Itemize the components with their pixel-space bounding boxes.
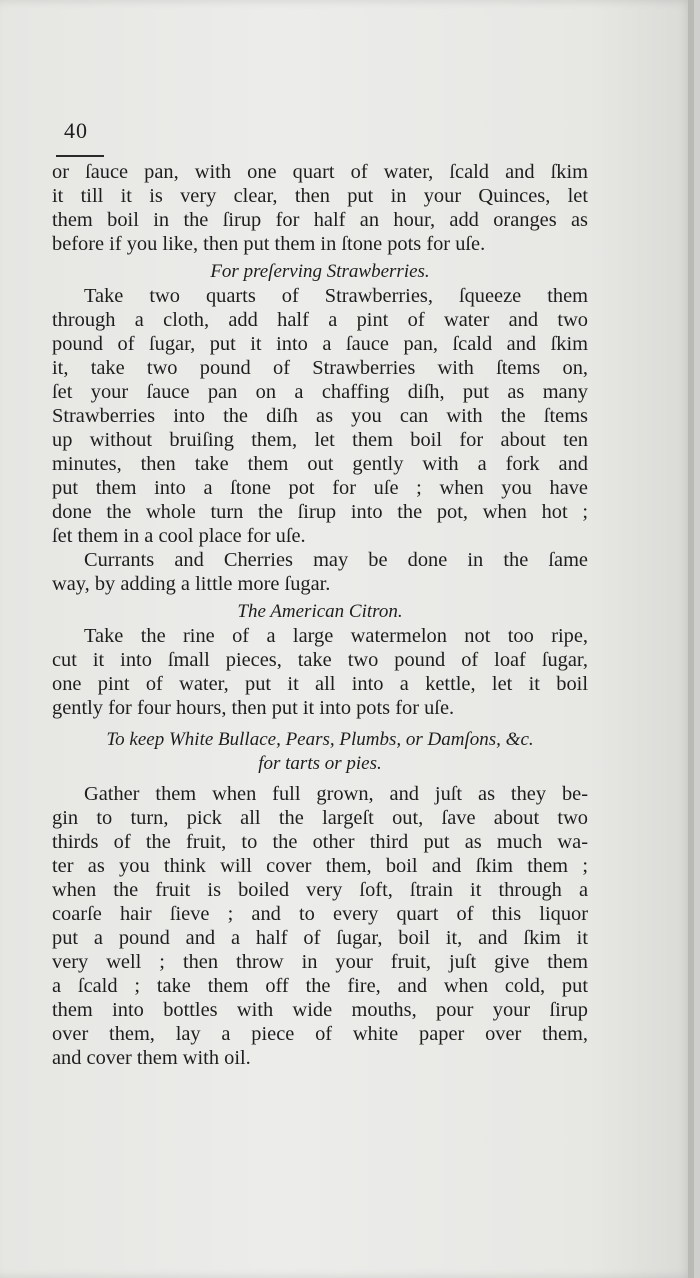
text-line: one pint of water, put it all into a kettle, let it boil bbox=[52, 673, 588, 695]
text-line: Strawberries into the diſh as you can with the ſtems bbox=[52, 405, 588, 427]
text-line: over them, lay a piece of white paper over them, bbox=[52, 1023, 588, 1045]
text-line: it, take two pound of Strawberries with ſtems on, bbox=[52, 357, 588, 379]
text-line: them boil in the ſirup for half an hour, add oranges as bbox=[52, 209, 588, 231]
page-edge bbox=[688, 0, 694, 1278]
text-line: coarſe hair ſieve ; and to every quart of this liquor bbox=[52, 903, 588, 925]
section-citron bbox=[52, 600, 588, 720]
text-line: gently for four hours, then put it into pots for uſe. bbox=[52, 697, 455, 719]
text-line: gin to turn, pick all the largeſt out, ſave about two bbox=[52, 807, 588, 829]
text-line: put them into a ſtone pot for uſe ; when you have bbox=[52, 477, 588, 499]
section-heading: The American Citron. bbox=[237, 601, 403, 622]
text-line: ter as you think will cover them, boil and ſkim them ; bbox=[52, 855, 588, 877]
section-subheading: for tarts or pies. bbox=[258, 753, 382, 774]
text-line: Take two quarts of Strawberries, ſqueeze them bbox=[84, 285, 588, 307]
section-heading: For preſerving Strawberries. bbox=[210, 261, 430, 282]
text-line: pound of ſugar, put it into a ſauce pan, ſcald and ſkim bbox=[52, 333, 588, 355]
section-continued bbox=[52, 160, 588, 256]
text-line: and cover them with oil. bbox=[52, 1047, 251, 1069]
text-line: them into bottles with wide mouths, pour your ſirup bbox=[52, 999, 588, 1021]
header-rule bbox=[56, 155, 104, 157]
text-line: when the fruit is boiled very ſoft, ſtrain it through a bbox=[52, 879, 588, 901]
section-strawberries bbox=[52, 260, 588, 596]
section-heading: To keep White Bullace, Pears, Plumbs, or Damſons, &c. bbox=[106, 729, 534, 750]
text-line: ſet your ſauce pan on a chaffing diſh, put as many bbox=[52, 381, 588, 403]
text-line: put a pound and a half of ſugar, boil it, and ſkim it bbox=[52, 927, 588, 949]
text-line: done the whole turn the ſirup into the pot, when hot ; bbox=[52, 501, 588, 523]
text-line: a ſcald ; take them off the fire, and when cold, put bbox=[52, 975, 588, 997]
text-line: up without bruiſing them, let them boil for about ten bbox=[52, 429, 588, 451]
text-line: before if you like, then put them in ſtone pots for uſe. bbox=[52, 233, 486, 255]
text-line: cut it into ſmall pieces, take two pound of loaf ſugar, bbox=[52, 649, 588, 671]
page-number: 40 bbox=[64, 118, 88, 143]
page-body bbox=[52, 160, 588, 1070]
text-line: very well ; then throw in your fruit, juſt give them bbox=[52, 951, 588, 973]
text-line: Take the rine of a large watermelon not too ripe, bbox=[84, 625, 588, 647]
text-line: or ſauce pan, with one quart of water, ſcald and ſkim bbox=[52, 161, 588, 183]
text-line: minutes, then take them out gently with a fork and bbox=[52, 453, 588, 475]
text-line: it till it is very clear, then put in your Quinces, let bbox=[52, 185, 588, 207]
text-line: thirds of the fruit, to the other third put as much wa- bbox=[52, 831, 588, 853]
text-line: Currants and Cherries may be done in the ſame bbox=[84, 549, 588, 571]
text-line: way, by adding a little more ſugar. bbox=[52, 573, 331, 595]
text-line: through a cloth, add half a pint of water and two bbox=[52, 309, 588, 331]
text-line: ſet them in a cool place for uſe. bbox=[52, 525, 306, 547]
text-line: Gather them when full grown, and juſt as they be- bbox=[84, 783, 588, 805]
section-bullace bbox=[52, 728, 588, 1070]
